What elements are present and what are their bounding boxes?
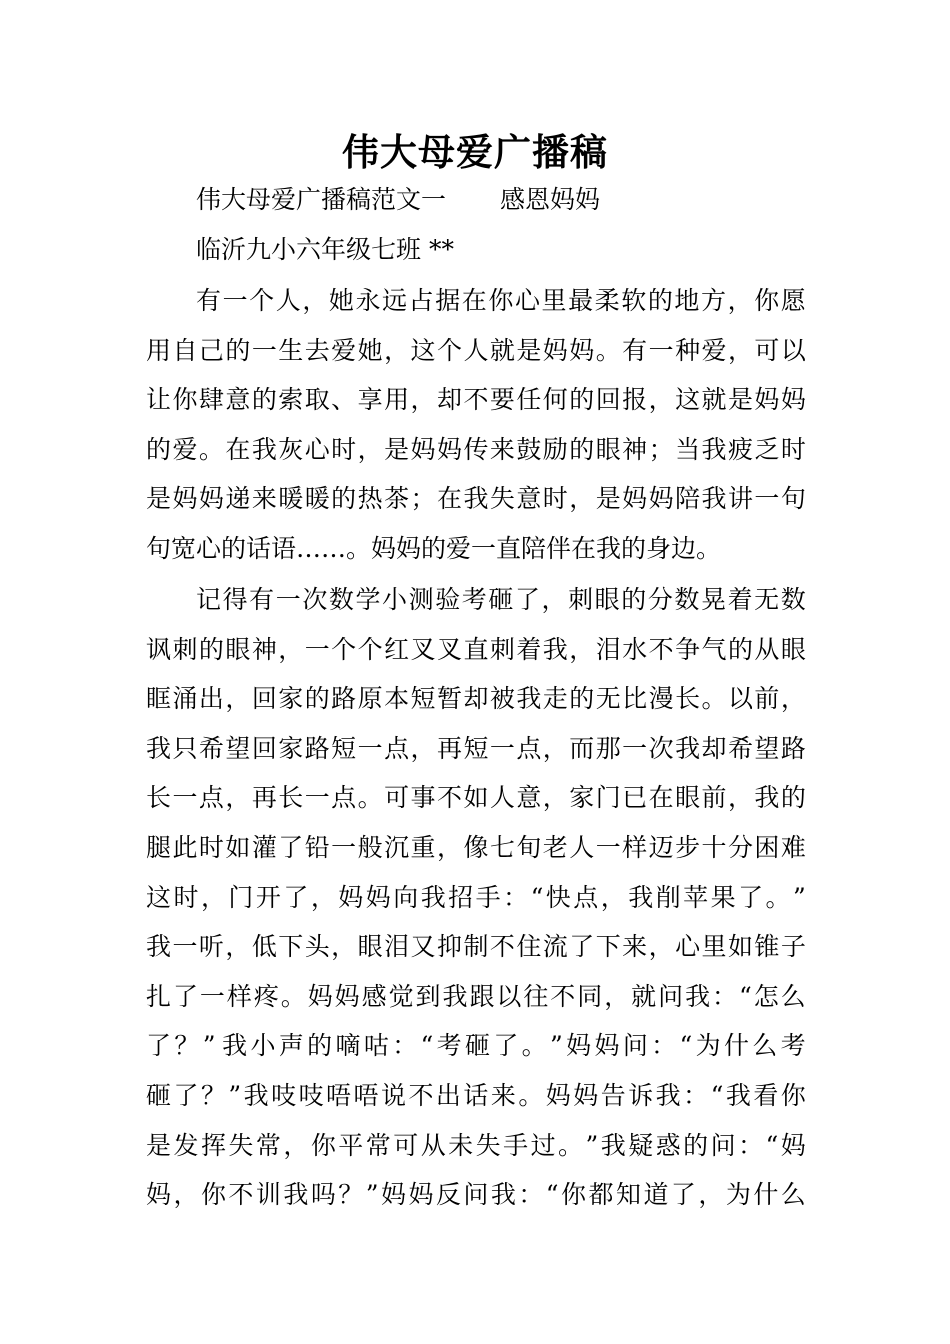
text-line: 句宽心的话语……。妈妈的爱一直陪伴在我的身边。 (146, 534, 722, 563)
text-line: 让 你 肆 意 的 索 取 、 享 用 ， 却 不 要 任 何 的 回 报 ， 这 就 是 妈 妈 (146, 385, 806, 415)
document-title: 伟大母爱广播稿 (342, 130, 608, 174)
subtitle-line (196, 183, 600, 217)
text-line: 有 一 个 人 ， 她 永 远 占 据 在 你 心 里 最 柔 软 的 地 方 ， 你 愿 (196, 286, 806, 315)
text-line: 这 时 ， 门 开 了 ， 妈 妈 向 我 招 手 ： “ 快 点 ， 我 削 苹 果 了 。 ” (146, 882, 806, 912)
text-line: 妈 ， 你 不 训 我 吗 ？ ” 妈 妈 反 问 我 ： “ 你 都 知 道 了 ， 为 什 么 (146, 1180, 806, 1210)
text-line: 砸 了 ？ ” 我 吱 吱 唔 唔 说 不 出 话 来 。 妈 妈 告 诉 我 ： “ 我 看 你 (146, 1081, 806, 1110)
text-line: 记 得 有 一 次 数 学 小 测 验 考 砸 了 ， 刺 眼 的 分 数 晃 着 无 数 (196, 585, 806, 614)
text-line: 我 一 听 ， 低 下 头 ， 眼 泪 又 抑 制 不 住 流 了 下 来 ， 心 里 如 锥 子 (146, 932, 806, 962)
text-line: 讽 刺 的 眼 神 ， 一 个 个 红 叉 叉 直 刺 着 我 ， 泪 水 不 争 气 的 从 眼 (146, 634, 806, 664)
text-line: 是 发 挥 失 常 ， 你 平 常 可 从 未 失 手 过 。 ” 我 疑 惑 的 问 ： “ 妈 (146, 1130, 806, 1160)
subtitle-right: 感恩妈妈 (500, 185, 601, 214)
text-line: 眶 涌 出 ， 回 家 的 路 原 本 短 暂 却 被 我 走 的 无 比 漫 长 。 以 前 ， (146, 684, 806, 714)
text-line: 用 自 己 的 一 生 去 爱 她 ， 这 个 人 就 是 妈 妈 。 有 一 种 爱 ， 可 以 (146, 335, 806, 365)
text-line: 的 爱 。 在 我 灰 心 时 ， 是 妈 妈 传 来 鼓 励 的 眼 神 ； 当 我 疲 乏 时 (146, 434, 806, 464)
text-line: 腿 此 时 如 灌 了 铅 一 般 沉 重 ， 像 七 旬 老 人 一 样 迈 步 十 分 困 难 (146, 833, 806, 862)
text-line: 了 ？ ” 我 小 声 的 嘀 咕 ： “ 考 砸 了 。 ” 妈 妈 问 ： “ 为 什 么 考 (146, 1031, 806, 1061)
subtitle-left: 伟大母爱广播稿范文一 (196, 185, 447, 214)
text-line: 是 妈 妈 递 来 暖 暖 的 热 茶 ； 在 我 失 意 时 ， 是 妈 妈 陪 我 讲 一 句 (146, 484, 806, 514)
author-line: 临沂九小六年级七班 ** (196, 235, 454, 264)
text-line: 我 只 希 望 回 家 路 短 一 点 ， 再 短 一 点 ， 而 那 一 次 我 却 希 望 路 (146, 733, 806, 763)
text-line: 长 一 点 ， 再 长 一 点 。 可 事 不 如 人 意 ， 家 门 已 在 眼 前 ， 我 的 (146, 783, 806, 813)
text-line: 扎 了 一 样 疼 。 妈 妈 感 觉 到 我 跟 以 往 不 同 ， 就 问 我 ： “ 怎 么 (146, 981, 806, 1011)
